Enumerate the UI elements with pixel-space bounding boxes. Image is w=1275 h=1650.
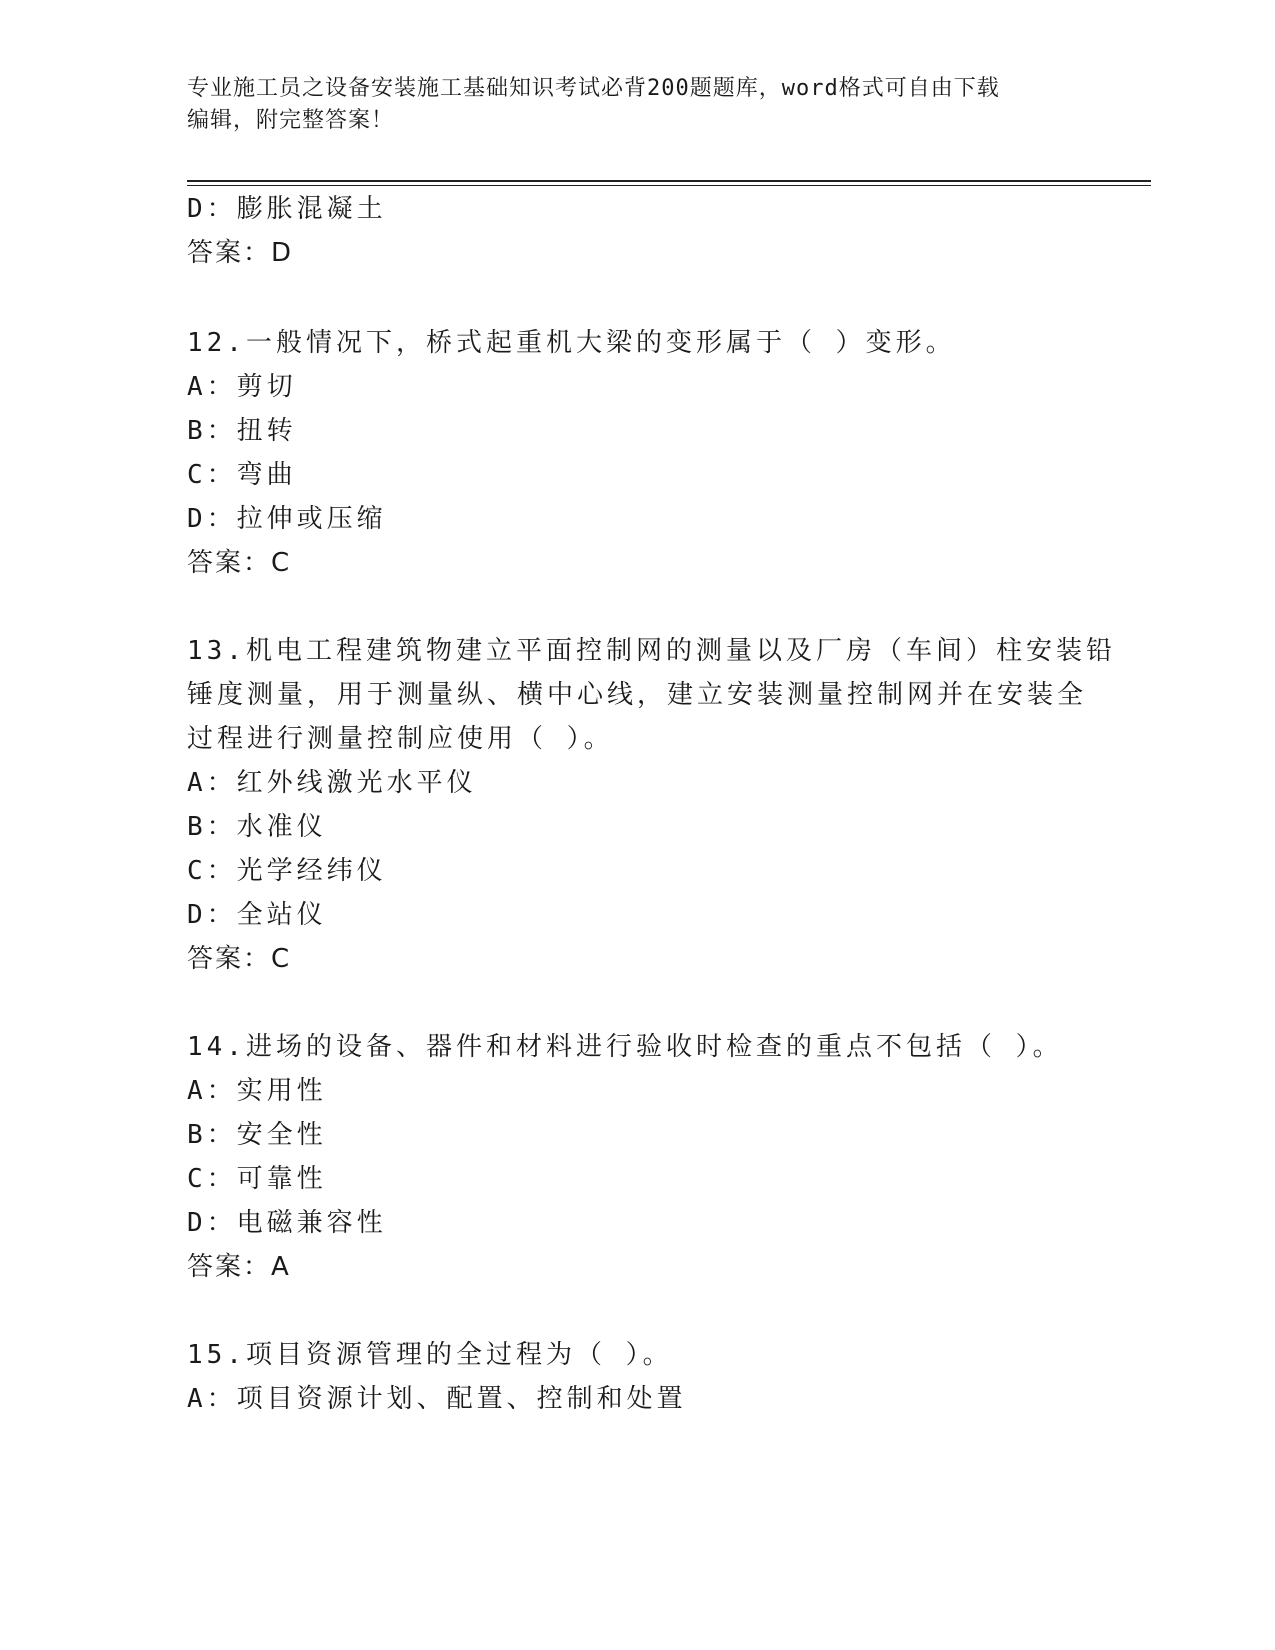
q13-stem-line3: 过程进行测量控制应使用（ ）。 bbox=[187, 724, 614, 754]
q13-option-d: D：全站仪 bbox=[187, 900, 327, 930]
header-title-line2: 编辑，附完整答案！ bbox=[187, 108, 395, 133]
q11-option-d: D：膨胀混凝土 bbox=[187, 194, 387, 224]
q12-option-d: D：拉伸或压缩 bbox=[187, 504, 387, 534]
q13-stem-line2: 锤度测量，用于测量纵、横中心线，建立安装测量控制网并在安装全 bbox=[187, 680, 1088, 710]
q13-option-c: C：光学经纬仪 bbox=[187, 856, 387, 886]
document-header bbox=[187, 73, 1087, 137]
q15-option-a: A：项目资源计划、配置、控制和处置 bbox=[187, 1384, 687, 1414]
header-title-line1: 专业施工员之设备安装施工基础知识考试必背200题题库，word格式可自由下载 bbox=[187, 76, 1000, 101]
q11-answer: 答案：D bbox=[187, 238, 294, 268]
q14-option-c: C：可靠性 bbox=[187, 1164, 327, 1194]
q12-option-a: A：剪切 bbox=[187, 372, 297, 402]
q13-option-a: A：红外线激光水平仪 bbox=[187, 768, 477, 798]
q14-option-a: A：实用性 bbox=[187, 1076, 327, 1106]
q14-option-b: B：安全性 bbox=[187, 1120, 327, 1150]
header-divider-bottom bbox=[187, 185, 1151, 186]
q13-answer: 答案：C bbox=[187, 944, 292, 974]
q12-option-b: B：扭转 bbox=[187, 416, 297, 446]
q12-answer: 答案：C bbox=[187, 548, 292, 578]
q13-option-b: B：水准仪 bbox=[187, 812, 327, 842]
q14-option-d: D：电磁兼容性 bbox=[187, 1208, 387, 1238]
q13-stem-line1: 13.机电工程建筑物建立平面控制网的测量以及厂房（车间）柱安装铅 bbox=[187, 636, 1116, 666]
q14-stem: 14.进场的设备、器件和材料进行验收时检查的重点不包括（ ）。 bbox=[187, 1032, 1063, 1062]
q12-stem: 12.一般情况下，桥式起重机大梁的变形属于（ ）变形。 bbox=[187, 328, 956, 358]
header-divider-top bbox=[187, 180, 1151, 182]
q14-answer: 答案：A bbox=[187, 1252, 291, 1282]
q15-stem: 15.项目资源管理的全过程为（ ）。 bbox=[187, 1340, 673, 1370]
q12-option-c: C：弯曲 bbox=[187, 460, 297, 490]
